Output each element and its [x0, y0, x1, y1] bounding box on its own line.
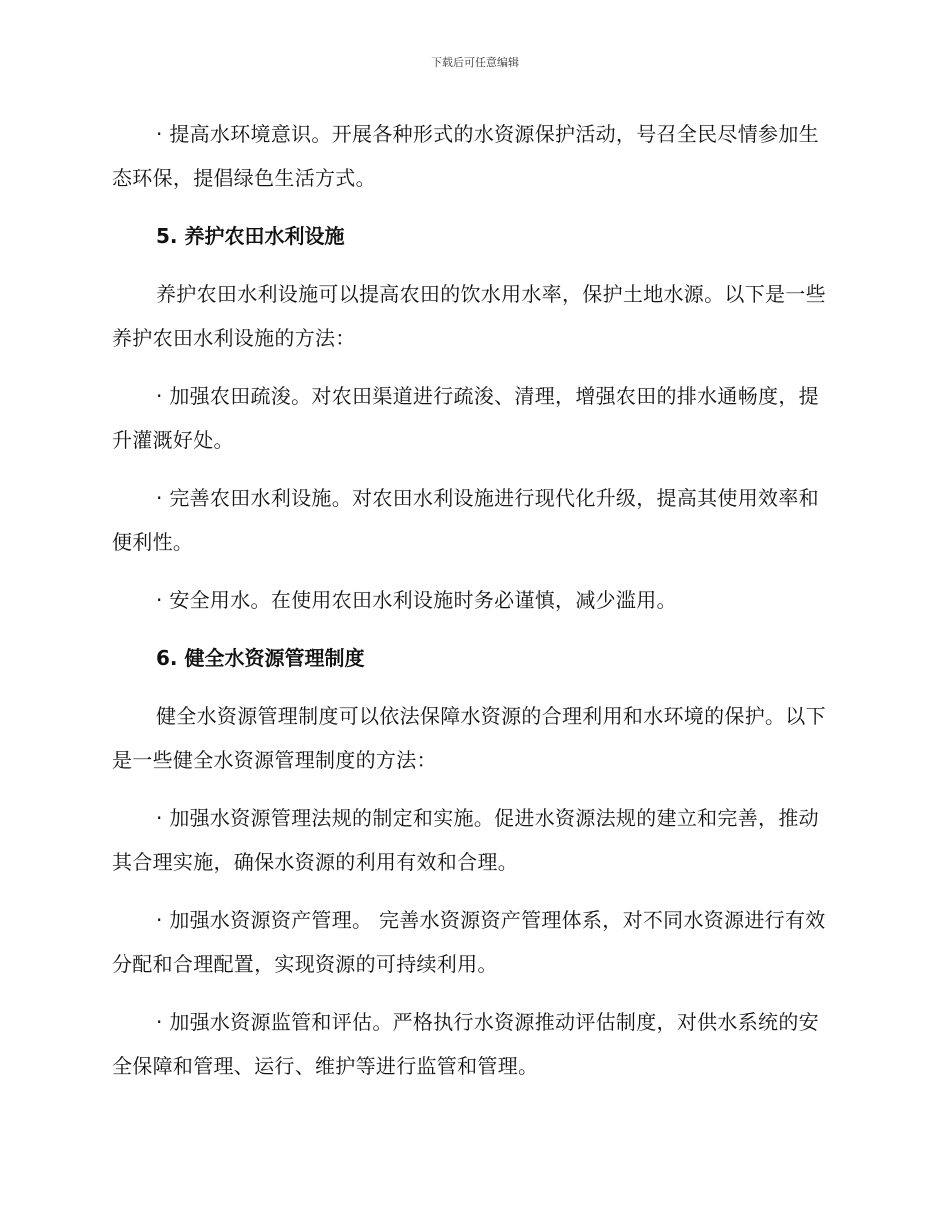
paragraph-gap [112, 564, 832, 578]
paragraph-section-6-intro: 健全水资源管理制度可以依法保障水资源的合理利用和水环境的保护。以下是一些健全水资源管理制度的方法： [112, 704, 826, 772]
paragraph-gap [112, 462, 832, 476]
page-header: 下载后可任意编辑 [431, 56, 519, 69]
paragraph-facility-upgrade: · 完善农田水利设施。对农田水利设施进行现代化升级，提高其使用效率和便利性。 [112, 486, 819, 554]
paragraph-supervision: · 加强水资源监管和评估。严格执行水资源推动评估制度，对供水系统的安全保障和管理、运行、维护等进行监管和管理。 [112, 1010, 819, 1078]
paragraph-gap [112, 258, 832, 272]
paragraph-gap [112, 680, 832, 694]
paragraph-regulations: · 加强水资源管理法规的制定和实施。促进水资源法规的建立和完善，推动其合理实施，确保水资源的利用有效和合理。 [112, 806, 819, 874]
section-heading-5: 5. 养护农田水利设施 [156, 224, 345, 248]
paragraph-gap [112, 622, 832, 636]
paragraph-gap [112, 986, 832, 1000]
paragraph-gap [112, 360, 832, 374]
document-body [112, 112, 832, 1088]
paragraph-gap [112, 782, 832, 796]
paragraph-dredging: · 加强农田疏浚。对农田渠道进行疏浚、清理，增强农田的排水通畅度，提升灌溉好处。 [112, 384, 819, 452]
paragraph-asset-management: · 加强水资源资产管理。 完善水资源资产管理体系，对不同水资源进行有效分配和合理配置，实现资源的可持续利用。 [112, 908, 826, 976]
paragraph-section-5-intro: 养护农田水利设施可以提高农田的饮水用水率，保护土地水源。以下是一些养护农田水利设施的方法： [112, 282, 826, 350]
paragraph-gap [112, 884, 832, 898]
section-heading-6: 6. 健全水资源管理制度 [156, 646, 365, 670]
paragraph-environment-awareness: · 提高水环境意识。开展各种形式的水资源保护活动，号召全民尽情参加生态环保，提倡绿色生活方式。 [112, 122, 819, 190]
paragraph-gap [112, 200, 832, 214]
paragraph-safe-water-use: · 安全用水。在使用农田水利设施时务必谨慎，减少滥用。 [156, 588, 677, 612]
